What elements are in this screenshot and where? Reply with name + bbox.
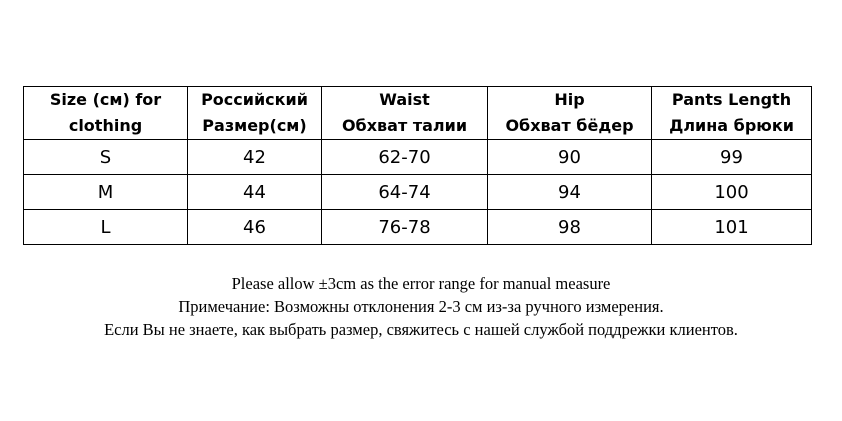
cell-waist: 64-74 <box>322 175 488 210</box>
cell-size: L <box>24 210 188 245</box>
cell-waist: 62-70 <box>322 140 488 175</box>
cell-hip: 98 <box>488 210 652 245</box>
header-pants-length-line1: Pants Length <box>671 90 792 109</box>
header-waist <box>322 87 488 140</box>
header-hip-line2: Обхват бёдер <box>505 116 634 135</box>
note-error-range: Please allow ±3cm as the error range for manual measure <box>231 274 611 293</box>
header-waist-line2: Обхват талии <box>341 116 468 135</box>
cell-pants-length: 100 <box>652 175 812 210</box>
note-contact-support: Если Вы не знаете, как выбрать размер, свяжитесь с нашей службой поддрежки клиентов. <box>104 320 738 339</box>
cell-hip: 94 <box>488 175 652 210</box>
cell-size: M <box>24 175 188 210</box>
table-row <box>24 140 812 175</box>
header-hip-line1: Hip <box>554 90 585 109</box>
header-size-line2: clothing <box>68 116 143 135</box>
header-waist-line1: Waist <box>379 90 430 109</box>
header-size <box>24 87 188 140</box>
cell-waist: 76-78 <box>322 210 488 245</box>
header-pants-length-line2: Длина брюки <box>669 116 794 135</box>
cell-pants-length: 101 <box>652 210 812 245</box>
cell-russian-size: 46 <box>188 210 322 245</box>
table-row <box>24 175 812 210</box>
table-row <box>24 210 812 245</box>
header-size-line1: Size (см) for <box>49 90 162 109</box>
header-russian-size <box>188 87 322 140</box>
cell-hip: 90 <box>488 140 652 175</box>
measurement-notes <box>0 272 842 341</box>
cell-size: S <box>24 140 188 175</box>
cell-russian-size: 44 <box>188 175 322 210</box>
table-header-row <box>24 87 812 140</box>
header-russian-size-line1: Российский <box>201 90 308 109</box>
cell-pants-length: 99 <box>652 140 812 175</box>
header-pants-length <box>652 87 812 140</box>
header-hip <box>488 87 652 140</box>
note-error-range-russian: Примечание: Возможны отклонения 2-3 см из-за ручного измерения. <box>178 297 664 316</box>
cell-russian-size: 42 <box>188 140 322 175</box>
header-russian-size-line2: Размер(см) <box>202 116 307 135</box>
size-chart-table <box>23 86 812 245</box>
